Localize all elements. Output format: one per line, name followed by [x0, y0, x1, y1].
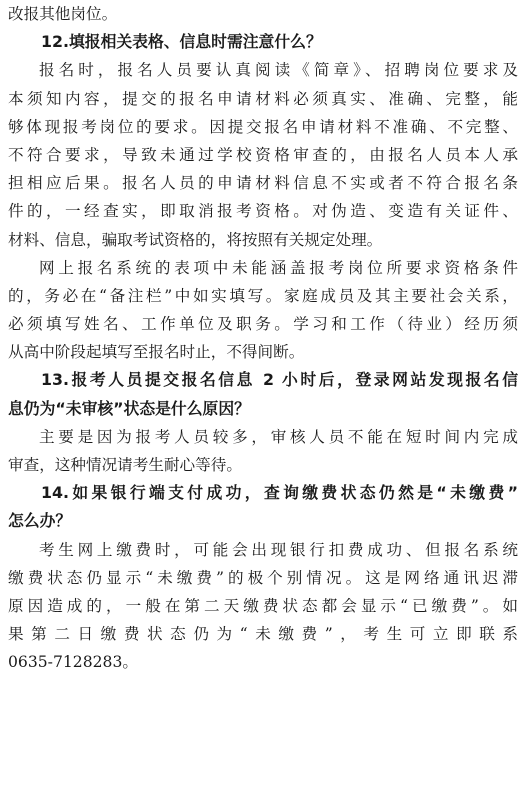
question-13-heading: 13.报考人员提交报名信息 2 小时后，登录网站发现报名信 [41, 370, 518, 390]
paragraph-line: 从高中阶段起填写至报名时止，不得间断。 [8, 343, 305, 362]
paragraph-line: 主要是因为报考人员较多，审核人员不能在短时间内完成 [39, 427, 518, 446]
paragraph-line: 原因造成的，一般在第二天缴费状态都会显示“已缴费”。如 [8, 596, 518, 615]
paragraph-line: 报名时，报名人员要认真阅读《简章》、招聘岗位要求及 [39, 61, 518, 80]
question-14-heading: 14.如果银行端支付成功，查询缴费状态仍然是“未缴费” [41, 483, 518, 503]
paragraph-line: 网上报名系统的表项中未能涵盖报考岗位所要求资格条件 [39, 258, 518, 277]
paragraph-line: 担相应后果。报名人员的申请材料信息不实或者不符合报名条 [8, 174, 518, 193]
document-page [8, 0, 518, 677]
paragraph-line: 不符合要求，导致未通过学校资格审查的，由报名人员本人承 [8, 145, 518, 164]
phone-number-line: 0635-7128283。 [8, 653, 138, 672]
paragraph-line: 缴费状态仍显示“未缴费”的极个别情况。这是网络通讯迟滞 [8, 568, 518, 587]
paragraph-line: 够体现报考岗位的要求。因提交报名申请材料不准确、不完整、 [8, 117, 518, 136]
paragraph-line: 改报其他岗位。 [8, 5, 118, 23]
paragraph-line: 的，务必在“备注栏”中如实填写。家庭成员及其主要社会关系， [8, 286, 518, 305]
paragraph-line: 果第二日缴费状态仍为“未缴费”，考生可立即联系 [8, 625, 518, 644]
question-13-heading: 息仍为“未审核”状态是什么原因？ [8, 398, 250, 418]
paragraph-line: 考生网上缴费时，可能会出现银行扣费成功、但报名系统 [39, 540, 518, 559]
paragraph-line: 材料、信息，骗取考试资格的，将按照有关规定处理。 [8, 230, 383, 249]
paragraph-line: 审查，这种情况请考生耐心等待。 [8, 456, 242, 474]
paragraph-line: 必须填写姓名、工作单位及职务。学习和工作（待业）经历须 [8, 315, 518, 334]
question-12-heading: 12.填报相关表格、信息时需注意什么？ [41, 32, 322, 52]
question-14-heading: 怎么办？ [8, 511, 72, 531]
paragraph-line: 件的，一经查实，即取消报考资格。对伪造、变造有关证件、 [8, 202, 518, 221]
paragraph-line: 本须知内容，提交的报名申请材料必须真实、准确、完整，能 [8, 89, 518, 108]
